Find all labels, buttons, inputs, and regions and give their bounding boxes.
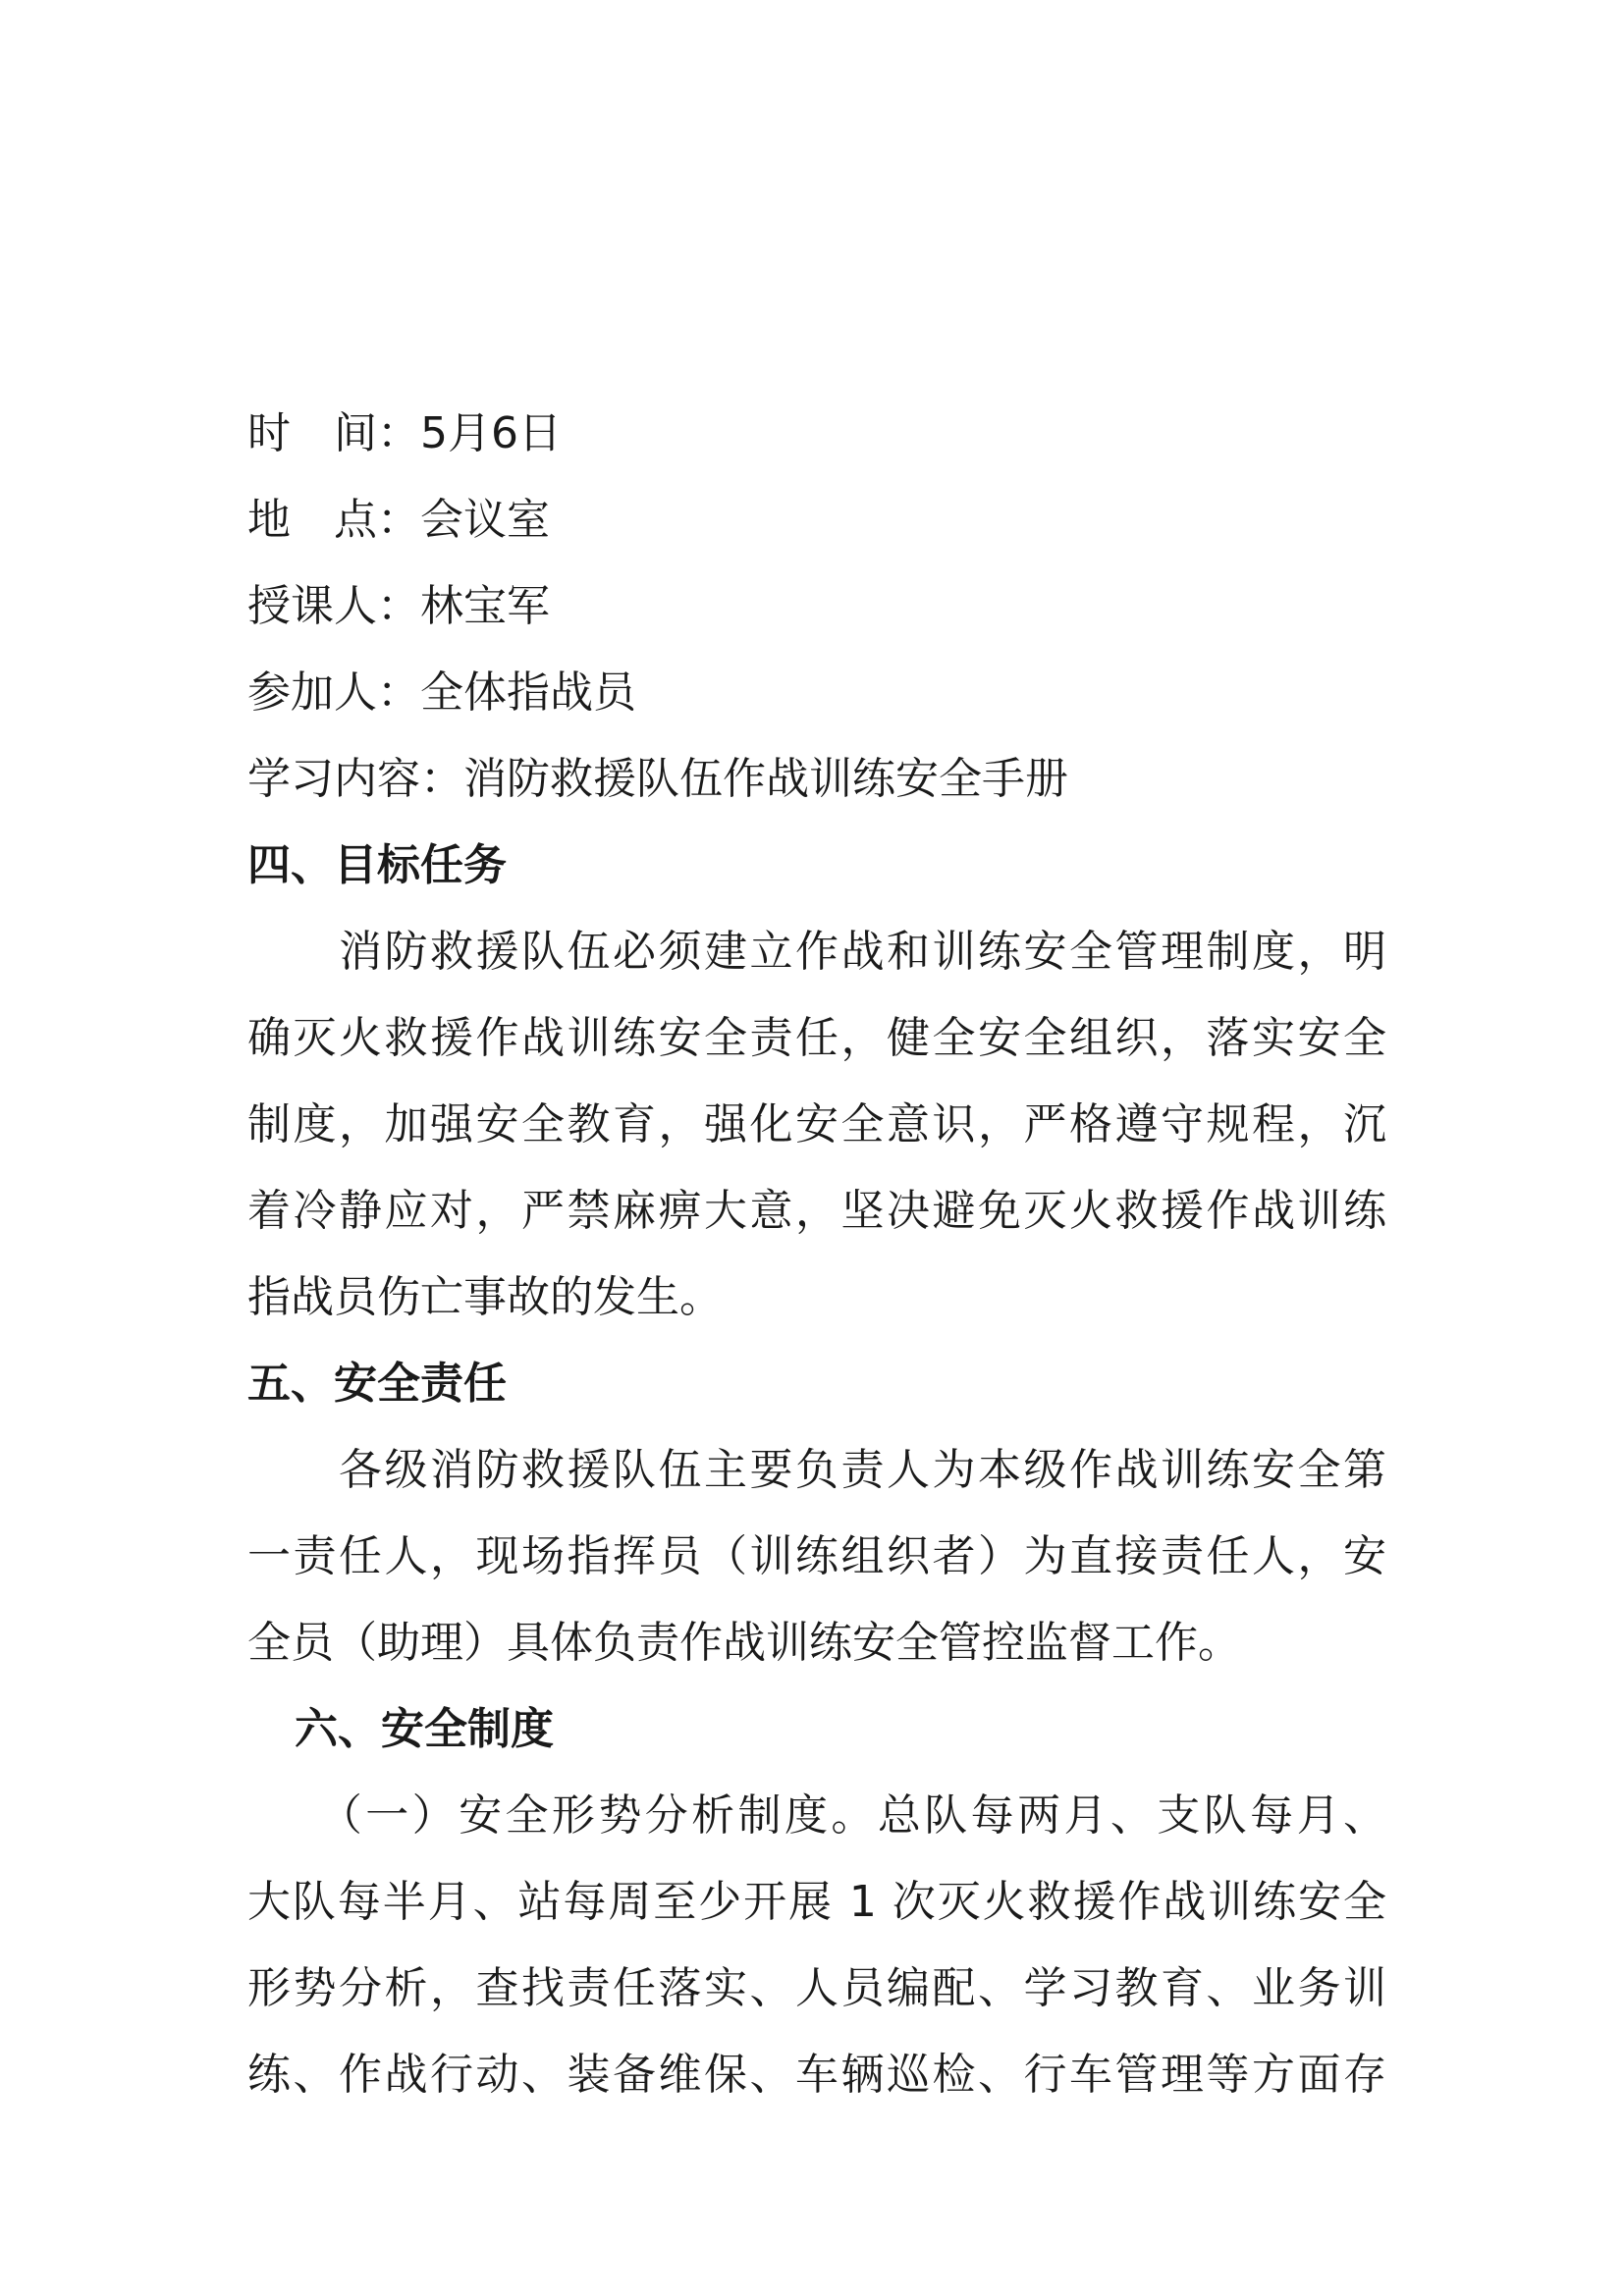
section-four-heading: 四、目标任务 — [247, 840, 507, 890]
section-five-heading: 五、安全责任 — [247, 1359, 507, 1409]
section-five-line: 全员（助理）具体负责作战训练安全管控监督工作。 — [247, 1618, 1241, 1668]
section-four-line: 着冷静应对，严禁麻痹大意，坚决避免灭火救援作战训练 — [247, 1186, 1386, 1236]
info-place — [247, 477, 550, 563]
info-attendee — [247, 650, 636, 736]
section-six-line: 形势分析，查找责任落实、人员编配、学习教育、业务训 — [247, 1963, 1386, 2013]
info-place-label: 地 点： — [247, 495, 420, 545]
section-five-line: 一责任人，现场指挥员（训练组织者）为直接责任人，安 — [247, 1531, 1386, 1581]
info-teacher-label: 授课人： — [247, 581, 420, 631]
info-attendee-value: 全体指战员 — [420, 667, 636, 718]
info-attendee-label: 参加人： — [247, 667, 420, 718]
section-four-line: 指战员伤亡事故的发生。 — [247, 1272, 723, 1322]
info-time — [247, 391, 562, 477]
section-four-line: 确灭火救援作战训练安全责任，健全安全组织，落实安全 — [247, 1013, 1386, 1063]
info-content-value: 消防救援队伍作战训练安全手册 — [463, 754, 1068, 804]
section-four-line: 制度，加强安全教育，强化安全意识，严格遵守规程，沉 — [247, 1099, 1386, 1149]
info-time-label: 时 间： — [247, 408, 420, 458]
section-six-line: 练、作战行动、装备维保、车辆巡检、行车管理等方面存 — [247, 2050, 1386, 2100]
info-teacher — [247, 563, 550, 650]
info-content — [247, 736, 1068, 823]
section-six-line: （一）安全形势分析制度。总队每两月、支队每月、 — [247, 1790, 1386, 1841]
info-teacher-value: 林宝军 — [420, 581, 550, 631]
info-place-value: 会议室 — [420, 495, 550, 545]
info-content-label: 学习内容： — [247, 754, 463, 804]
section-six-line: 大队每半月、站每周至少开展 1 次灭火救援作战训练安全 — [247, 1877, 1386, 1927]
section-six-heading: 六、安全制度 — [295, 1704, 554, 1754]
section-five-line: 各级消防救援队伍主要负责人为本级作战训练安全第 — [247, 1445, 1386, 1495]
info-time-value: 5月6日 — [420, 408, 562, 458]
section-four-line: 消防救援队伍必须建立作战和训练安全管理制度，明 — [247, 927, 1386, 977]
